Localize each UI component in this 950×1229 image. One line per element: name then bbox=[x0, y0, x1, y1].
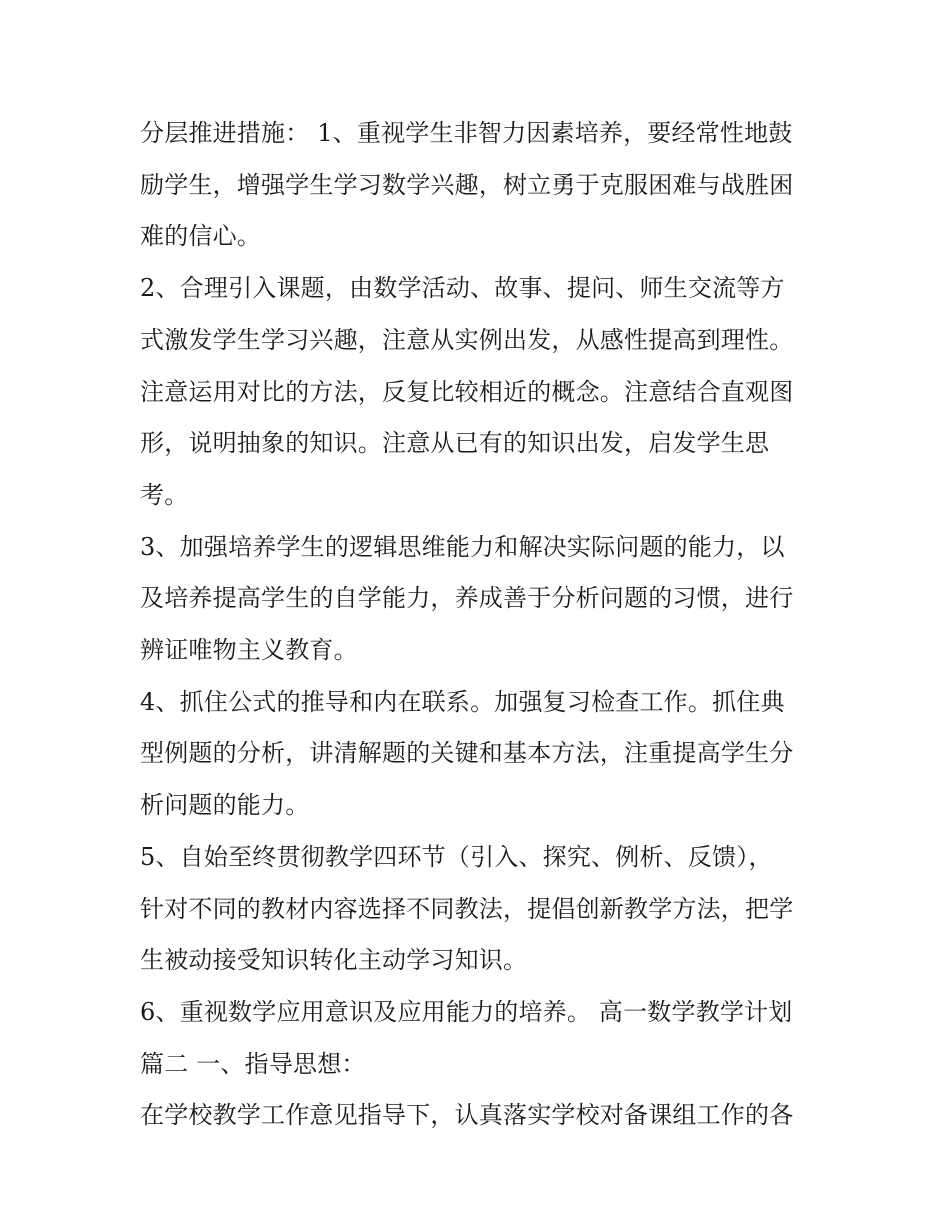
paragraph-4-line-1: 4、抓住公式的推导和内在联系。加强复习检查工作。抓住典 bbox=[140, 687, 785, 716]
paragraph-1-line-1: 分层推进措施： 1、重视学生非智力因素培养，要经常性地鼓 bbox=[140, 119, 793, 147]
paragraph-2-line-5: 考。 bbox=[140, 480, 189, 509]
paragraph-5 bbox=[140, 832, 820, 987]
paragraph-2-line-3: 注意运用对比的方法，反复比较相近的概念。注意结合直观图 bbox=[140, 377, 794, 406]
paragraph-1 bbox=[140, 108, 820, 263]
document-body bbox=[140, 108, 820, 1142]
paragraph-1-line-3: 难的信心。 bbox=[140, 222, 261, 251]
paragraph-4-line-2: 型例题的分析，讲清解题的关键和基本方法，注重提高学生分 bbox=[140, 739, 794, 768]
paragraph-3-line-2: 及培养提高学生的自学能力，养成善于分析问题的习惯，进行 bbox=[140, 584, 794, 613]
paragraph-3-line-3: 辨证唯物主义教育。 bbox=[140, 636, 358, 665]
paragraph-2-line-4: 形，说明抽象的知识。注意从已有的知识出发，启发学生思 bbox=[140, 429, 770, 458]
paragraph-6 bbox=[140, 987, 820, 1090]
paragraph-2-line-1: 2、合理引入课题，由数学活动、故事、提问、师生交流等方 bbox=[140, 274, 785, 303]
paragraph-4 bbox=[140, 677, 820, 832]
paragraph-2-line-2: 式激发学生学习兴趣，注意从实例出发，从感性提高到理性。 bbox=[140, 325, 794, 354]
paragraph-2 bbox=[140, 263, 820, 522]
paragraph-4-line-3: 析问题的能力。 bbox=[140, 791, 310, 820]
paragraph-7-line-1: 在学校教学工作意见指导下，认真落实学校对备课组工作的各 bbox=[140, 1101, 794, 1130]
paragraph-3 bbox=[140, 522, 820, 677]
paragraph-6-line-1: 6、重视数学应用意识及应用能力的培养。 高一数学教学计划 bbox=[140, 997, 793, 1026]
paragraph-1-line-2: 励学生，增强学生学习数学兴趣，树立勇于克服困难与战胜困 bbox=[140, 170, 794, 199]
paragraph-5-line-3: 生被动接受知识转化主动学习知识。 bbox=[140, 946, 528, 975]
paragraph-3-line-1: 3、加强培养学生的逻辑思维能力和解决实际问题的能力，以 bbox=[140, 532, 785, 561]
paragraph-6-line-2: 篇二 一、指导思想： bbox=[140, 1049, 366, 1078]
paragraph-7 bbox=[140, 1090, 820, 1142]
paragraph-5-line-2: 针对不同的教材内容选择不同教法，提倡创新教学方法，把学 bbox=[140, 894, 794, 923]
paragraph-5-line-1: 5、自始至终贯彻教学四环节（引入、探究、例析、反馈）， bbox=[140, 842, 773, 871]
